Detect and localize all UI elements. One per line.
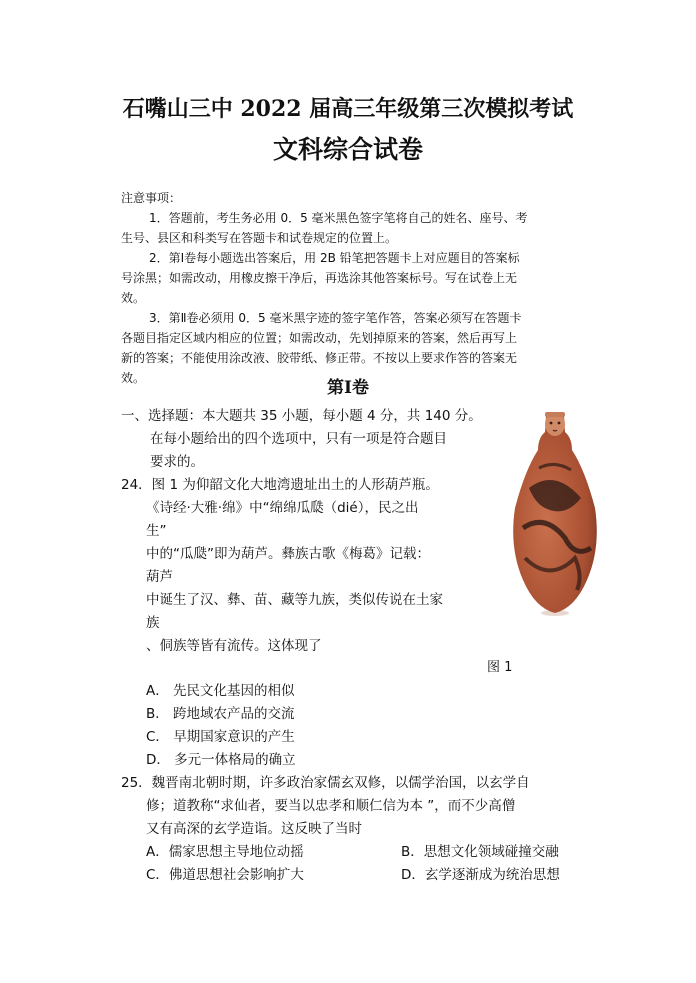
notice-line: 效。 [121, 291, 146, 305]
question-stem-line: 中诞生了汉、彝、苗、藏等九族，类似传说在土家 [146, 592, 443, 608]
notice-line: 号涂黑；如需改动，用橡皮擦干净后，再选涂其他答案标号。写在试卷上无 [121, 271, 518, 285]
option-d: D．玄学逐渐成为统治思想 [401, 867, 560, 883]
option-a: A．儒家思想主导地位动摇 [146, 844, 304, 860]
question-stem-line: 生” [146, 523, 167, 539]
option-b: B． 跨地域农产品的交流 [146, 706, 295, 722]
part1-line: 要求的。 [150, 454, 204, 470]
notice-line: 新的答案；不能使用涂改液、胶带纸、修正带。不按以上要求作答的答案无 [121, 351, 518, 365]
notice-line: 3．第Ⅱ卷必须用 0．5 毫米黑字迹的签字笔作答，答案必须写在答题卡 [149, 311, 522, 325]
question-stem-line: 葫芦 [146, 569, 173, 585]
option-c: C． 早期国家意识的产生 [146, 729, 295, 745]
paper-title: 文科综合试卷 [272, 135, 423, 164]
question-stem-line: 、侗族等皆有流传。这体现了 [146, 638, 322, 654]
notice-line: 各题目指定区域内相应的位置；如需改动，先划掉原来的答案，然后再写上 [121, 331, 518, 345]
option-c: C．佛道思想社会影响扩大 [146, 867, 304, 883]
question-stem-line: 中的“瓜瓞”即为葫芦。彝族古歌《梅葛》记载： [146, 546, 430, 562]
question-stem-line: 又有高深的玄学造诣。这反映了当时 [146, 821, 362, 837]
question-stem-line: 25．魏晋南北朝时期，许多政治家儒玄双修，以儒学治国，以玄学自 [121, 775, 530, 791]
question-stem-line: 24．图 1 为仰韶文化大地湾遗址出土的人形葫芦瓶。 [121, 477, 439, 493]
notice-line: 1．答题前，考生务必用 0．5 毫米黑色签字笔将自己的姓名、座号、考 [149, 211, 528, 225]
figure-caption: 图 1 [487, 660, 513, 675]
exam-title: 石嘴山三中 2022 届高三年级第三次模拟考试 [122, 96, 574, 122]
gourd-bottle-image [505, 408, 601, 618]
part1-line: 在每小题给出的四个选项中，只有一项是符合题目 [150, 431, 447, 447]
option-a: A． 先民文化基因的相似 [146, 683, 295, 699]
notice-block [121, 188, 581, 388]
question-stem-line: 修；道教称“求仙者，要当以忠孝和顺仁信为本 ”，而不少高僧 [146, 798, 516, 814]
notice-line: 2．第Ⅰ卷每小题选出答案后，用 2B 铅笔把答题卡上对应题目的答案标 [149, 251, 520, 265]
notice-heading: 注意事项： [121, 191, 182, 205]
section-title: 第Ⅰ卷 [327, 378, 369, 398]
notice-line: 生号、县区和科类写在答题卡和试卷规定的位置上。 [121, 231, 398, 245]
notice-line: 效。 [121, 371, 146, 385]
option-b: B．思想文化领域碰撞交融 [401, 844, 559, 860]
question-stem-line: 《诗经·大雅·绵》中“绵绵瓜瓞（dié），民之出 [146, 500, 419, 516]
question-stem-line: 族 [146, 615, 160, 631]
part1-line: 一、选择题：本大题共 35 小题，每小题 4 分，共 140 分。 [121, 408, 482, 424]
option-d: D． 多元一体格局的确立 [146, 752, 296, 768]
